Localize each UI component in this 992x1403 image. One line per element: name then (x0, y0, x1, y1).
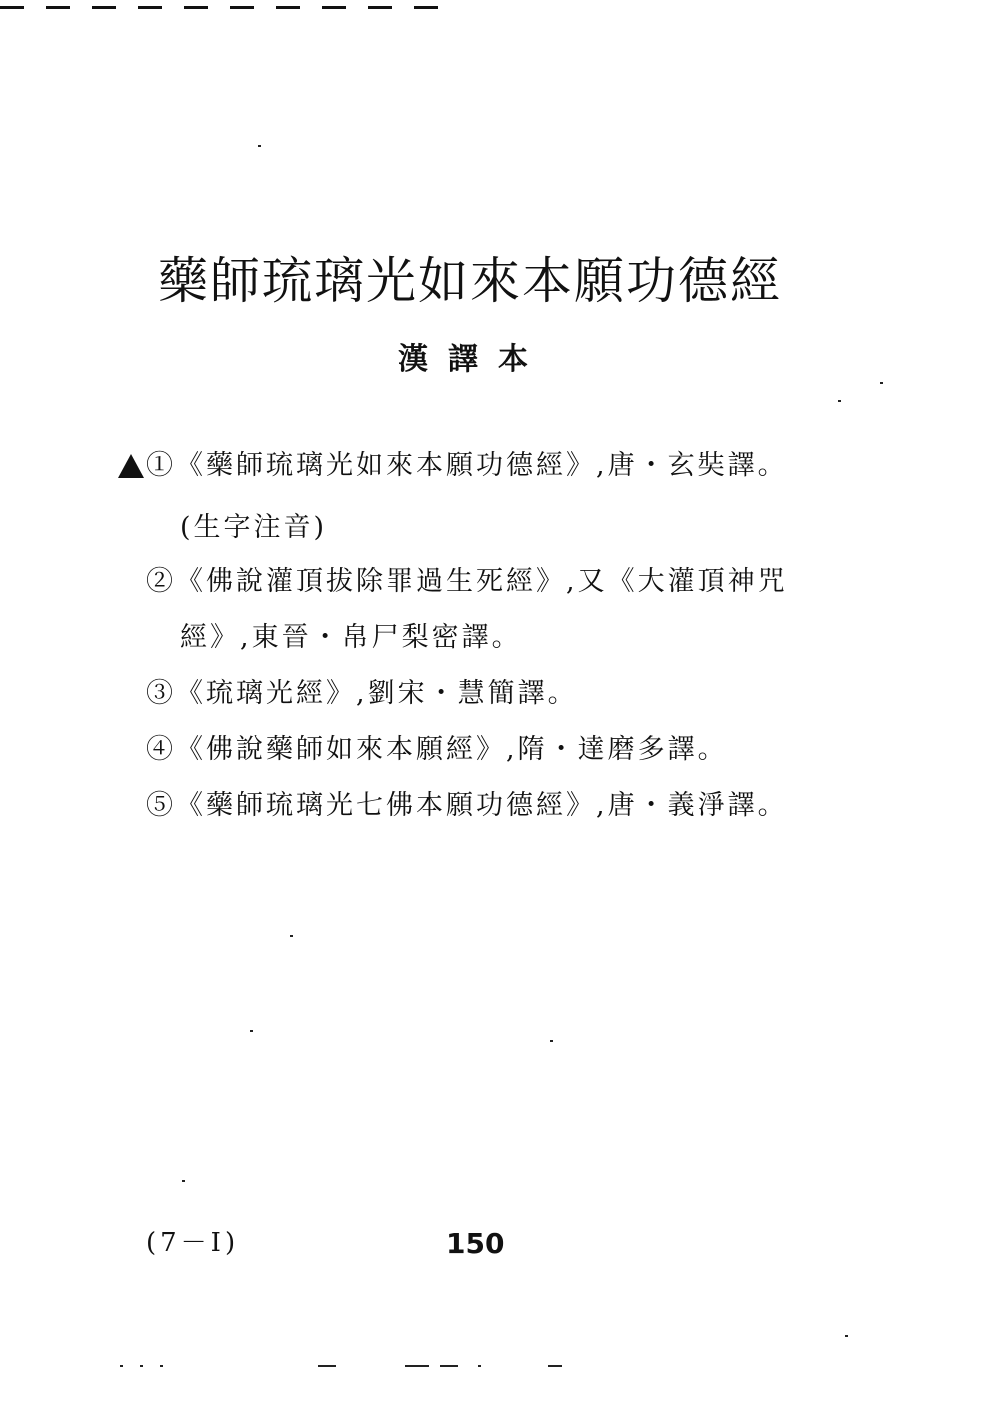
top-dash-rule (0, 6, 460, 10)
scan-speck (318, 1365, 336, 1367)
triangle-marker-icon (118, 454, 144, 478)
entry-4-line-1: ④《佛說藥師如來本願經》,隋・達磨多譯。 (146, 734, 728, 765)
page-number: 150 (446, 1227, 505, 1260)
scan-speck (405, 1365, 429, 1367)
scan-speck (440, 1365, 458, 1367)
scan-speck (120, 1365, 123, 1367)
scan-speck (258, 145, 261, 147)
scan-speck (845, 1335, 848, 1337)
entry-1-line-1: ①《藥師琉璃光如來本願功德經》,唐・玄奘譯。 (146, 450, 788, 481)
section-code: (7－Ⅰ) (146, 1228, 240, 1258)
scan-speck (290, 935, 293, 937)
scan-speck (250, 1030, 253, 1032)
entry-1-line-2: (生字注音) (180, 512, 328, 543)
scan-speck (548, 1365, 562, 1367)
scan-speck (838, 400, 841, 402)
scan-speck (160, 1365, 163, 1367)
entry-3-line-1: ③《琉璃光經》,劉宋・慧簡譯。 (146, 678, 578, 709)
scan-speck (140, 1365, 143, 1367)
scan-speck (550, 1040, 553, 1042)
page-title: 藥師琉璃光如來本願功德經 (158, 251, 782, 310)
scan-speck (478, 1365, 481, 1367)
entry-2-line-1: ②《佛說灌頂拔除罪過生死經》,又《大灌頂神咒 (146, 566, 788, 597)
section-heading: 漢譯本 (398, 342, 548, 377)
scan-speck (182, 1180, 185, 1182)
scan-speck (880, 382, 883, 384)
entry-5-line-1: ⑤《藥師琉璃光七佛本願功德經》,唐・義淨譯。 (146, 790, 788, 821)
entry-2-line-2: 經》,東晉・帛尸梨密譯。 (180, 622, 522, 653)
